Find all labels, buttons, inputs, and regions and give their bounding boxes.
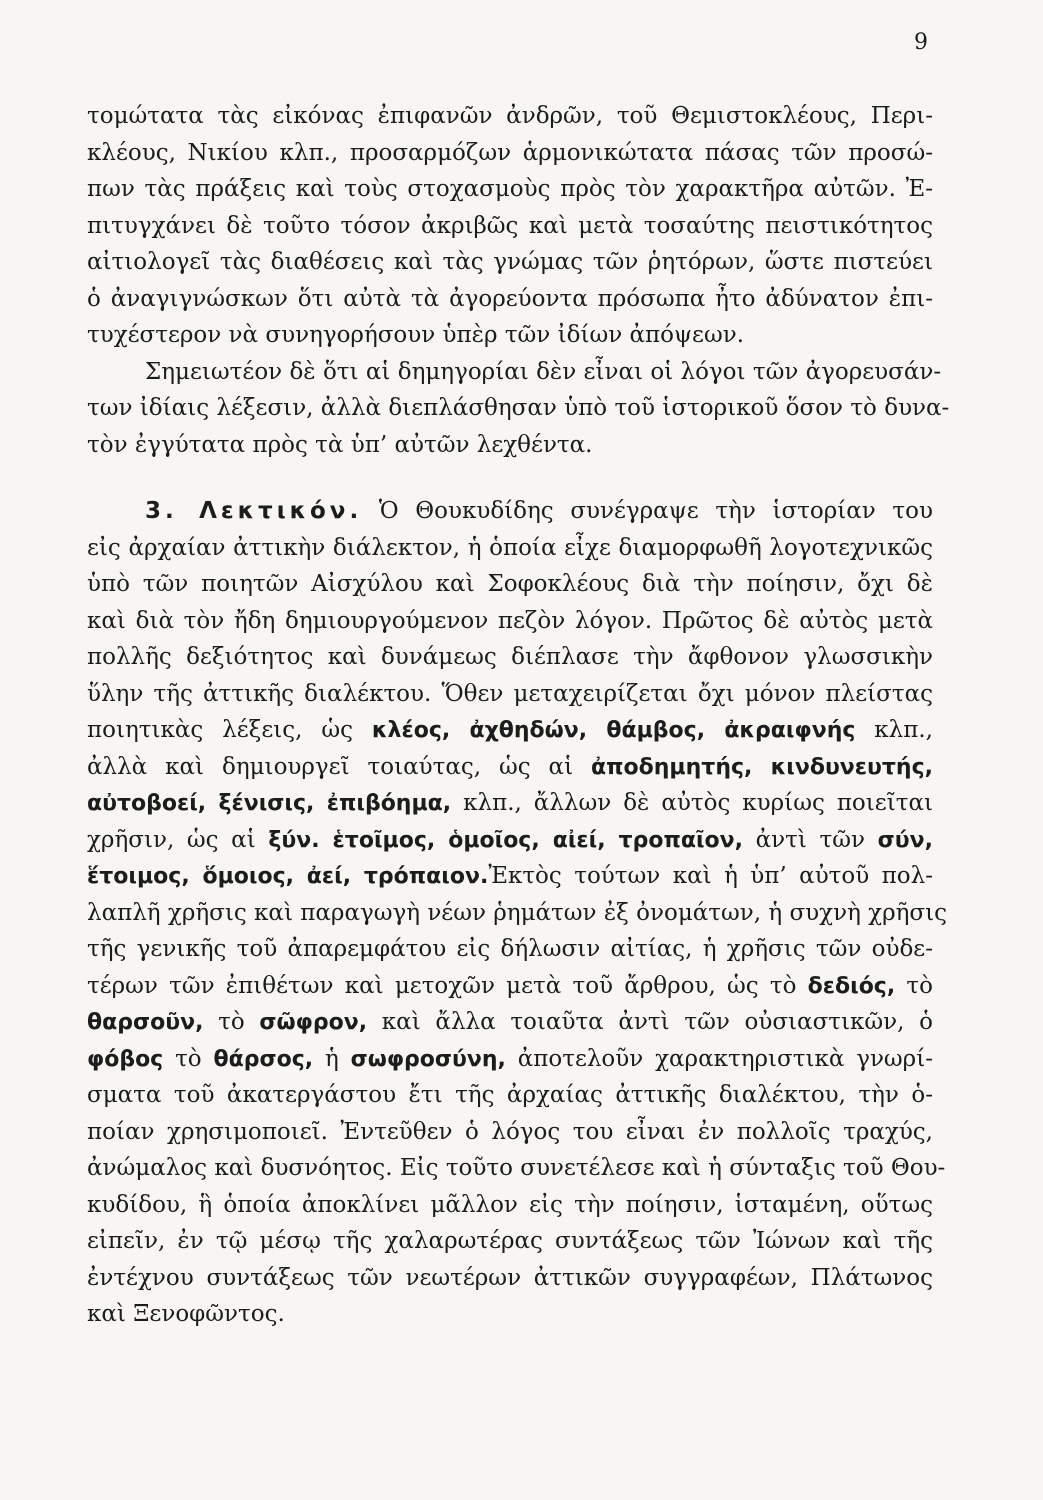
greek-term: αὐτοβοεί, ξένισις, ἐπιβόημα, — [87, 791, 452, 816]
text-line — [87, 712, 933, 749]
greek-term: θάρσος, — [213, 1046, 314, 1072]
text-run: τὸ — [163, 1045, 214, 1072]
text-line: ὁ ἀναγιγνώσκων ὅτι αὐτὰ τὰ ἀγορεύοντα πρόσωπα ἦτο ἀδύνατον ἐπι- — [87, 285, 933, 312]
text-line: τυχέστερον νὰ συνηγορήσουν ὑπὲρ τῶν ἰδίων ἀπόψεων. — [87, 322, 745, 348]
text-line — [87, 749, 933, 786]
text-line — [87, 785, 933, 822]
text-run: τὸ — [203, 1009, 260, 1035]
text-line: πιτυγχάνει δὲ τοῦτο τόσον ἀκριβῶς καὶ μετὰ τοσαύτης πειστικότητος — [87, 212, 933, 239]
text-run: ἀντὶ τῶν — [743, 826, 878, 853]
text-line: τομώτατα τὰς εἰκόνας ἐπιφανῶν ἀνδρῶν, τοῦ Θεμιστοκλέους, Περι- — [87, 103, 933, 129]
text-run: χρῆσιν, ὡς αἱ — [87, 826, 269, 853]
text-line: πολλῆς δεξιότητος καὶ δυνάμεως διέπλασε τὴν ἄφθονον γλωσσικὴν — [87, 644, 933, 670]
text-line: ἐντέχνου συντάξεως τῶν νεωτέρων ἀττικῶν συγγραφέων, Πλάτωνος — [87, 1264, 933, 1291]
text-line: Σημειωτέον δὲ ὅτι αἱ δημηγορίαι δὲν εἶναι οἱ λόγοι τῶν ἀγορευσάν- — [145, 358, 942, 385]
text-run: τὸ — [895, 972, 933, 999]
text-run: ἀλλὰ καὶ δημιουργεῖ τοιαύτας, ὡς αἱ — [87, 753, 592, 780]
section-heading: 3. Λεκτικόν. — [145, 498, 363, 524]
text-line: τῆς γενικῆς τοῦ ἀπαρεμφάτου εἰς δήλωσιν αἰτίας, ἡ χρῆσις τῶν οὐδε- — [87, 936, 933, 962]
text-line — [87, 822, 933, 859]
text-run: τέρων τῶν ἐπιθέτων καὶ μετοχῶν μετὰ τοῦ ἄρθρου, ὡς τὸ — [87, 972, 808, 999]
text-run: ἀποτελοῦν χαρακτηριστικὰ γνωρί- — [505, 1045, 933, 1072]
greek-term: ἀποδημητής, κινδυνευτής, — [591, 754, 933, 780]
text-line: ἀνώμαλος καὶ δυσνόητος. Εἰς τοῦτο συνετέλεσε καὶ ἡ σύνταξις τοῦ Θου- — [87, 1155, 946, 1181]
greek-term: κλέος, ἀχθηδών, θάμβος, ἀκραιφνής — [371, 718, 856, 743]
text-line — [87, 1004, 933, 1041]
text-line: ὑπὸ τῶν ποιητῶν Αἰσχύλου καὶ Σοφοκλέους διὰ τὴν ποίησιν, ὄχι δὲ — [87, 571, 933, 597]
text-line: σματα τοῦ ἀκατεργάστου ἔτι τῆς ἀρχαίας ἀττικῆς διαλέκτου, τὴν ὁ- — [87, 1082, 933, 1108]
greek-term: ξύν. ἑτοῖμος, ὁμοῖος, αἰεί, τροπαῖον, — [268, 827, 743, 853]
page-number: 9 — [914, 30, 928, 55]
text-run: ποιητικὰς λέξεις, ὡς — [87, 717, 372, 743]
text-line: κυδίδου, ἣ ὁποία ἀποκλίνει μᾶλλον εἰς τὴν ποίησιν, ἱσταμένη, οὕτως — [87, 1191, 933, 1218]
text-line: των ἰδίαις λέξεσιν, ἀλλὰ διεπλάσθησαν ὑπὸ τοῦ ἱστορικοῦ ὅσον τὸ δυνα- — [87, 395, 950, 421]
text-run: Ἐκτὸς τούτων καὶ ἡ ὑπ’ αὐτοῦ πολ- — [488, 863, 933, 889]
text-run: κλπ., — [855, 717, 933, 743]
text-line: εἰπεῖν, ἐν τῷ μέσῳ τῆς χαλαρωτέρας συντάξεως τῶν Ἰώνων καὶ τῆς — [87, 1228, 933, 1254]
greek-term: σῶφρον, — [259, 1010, 368, 1035]
text-line: αἰτιολογεῖ τὰς διαθέσεις καὶ τὰς γνώμας τῶν ῥητόρων, ὥστε πιστεύει — [87, 249, 933, 275]
greek-term: φόβος — [87, 1046, 164, 1072]
text-line — [87, 1041, 933, 1078]
text-line: ὕλην τῆς ἀττικῆς διαλέκτου. Ὅθεν μεταχειρίζεται ὄχι μόνον πλείστας — [87, 680, 933, 707]
text-line — [87, 968, 933, 1005]
text-line: τὸν ἐγγύτατα πρὸς τὰ ὑπ’ αὐτῶν λεχθέντα. — [87, 431, 593, 458]
text-run: Ὁ Θουκυδίδης συνέγραψε τὴν ἱστορίαν του — [362, 498, 933, 524]
greek-term: σωφροσύνη, — [350, 1046, 506, 1072]
body-text — [87, 98, 950, 1333]
greek-term: σύν, — [877, 827, 933, 853]
greek-term: θαρσοῦν, — [87, 1010, 204, 1035]
section-3-first-line — [87, 493, 933, 530]
text-run: καὶ ἄλλα τοιαῦτα ἀντὶ τῶν οὐσιαστικῶν, ὁ — [367, 1009, 934, 1035]
greek-term: ἕτοιμος, ὅμοιος, ἀεί, τρόπαιον. — [87, 864, 489, 889]
greek-term: δεδιός, — [807, 973, 896, 999]
text-run: ἡ — [313, 1045, 351, 1072]
text-line: εἰς ἀρχαίαν ἀττικὴν διάλεκτον, ἡ ὁποία εἶχε διαμορφωθῆ λογοτεχνικῶς — [87, 534, 933, 561]
text-line: κλέους, Νικίου κλπ., προσαρμόζων ἁρμονικώτατα πάσας τῶν προσώ- — [87, 139, 933, 166]
text-run: κλπ., ἄλλων δὲ αὐτὸς κυρίως ποιεῖται — [451, 790, 934, 816]
text-line — [87, 858, 933, 895]
text-line: λαπλῆ χρῆσις καὶ παραγωγὴ νέων ῥημάτων ἐξ ὀνομάτων, ἡ συχνὴ χρῆσις — [87, 899, 947, 926]
text-line: ποίαν χρησιμοποιεῖ. Ἐντεῦθεν ὁ λόγος του εἶναι ἐν πολλοῖς τραχύς, — [87, 1118, 933, 1145]
text-line: πων τὰς πράξεις καὶ τοὺς στοχασμοὺς πρὸς τὸν χαρακτῆρα αὐτῶν. Ἐ- — [87, 176, 933, 202]
text-line: καὶ διὰ τὸν ἤδη δημιουργούμενον πεζὸν λόγον. Πρῶτος δὲ αὐτὸς μετὰ — [87, 607, 933, 634]
text-line: καὶ Ξενοφῶντος. — [87, 1301, 285, 1327]
